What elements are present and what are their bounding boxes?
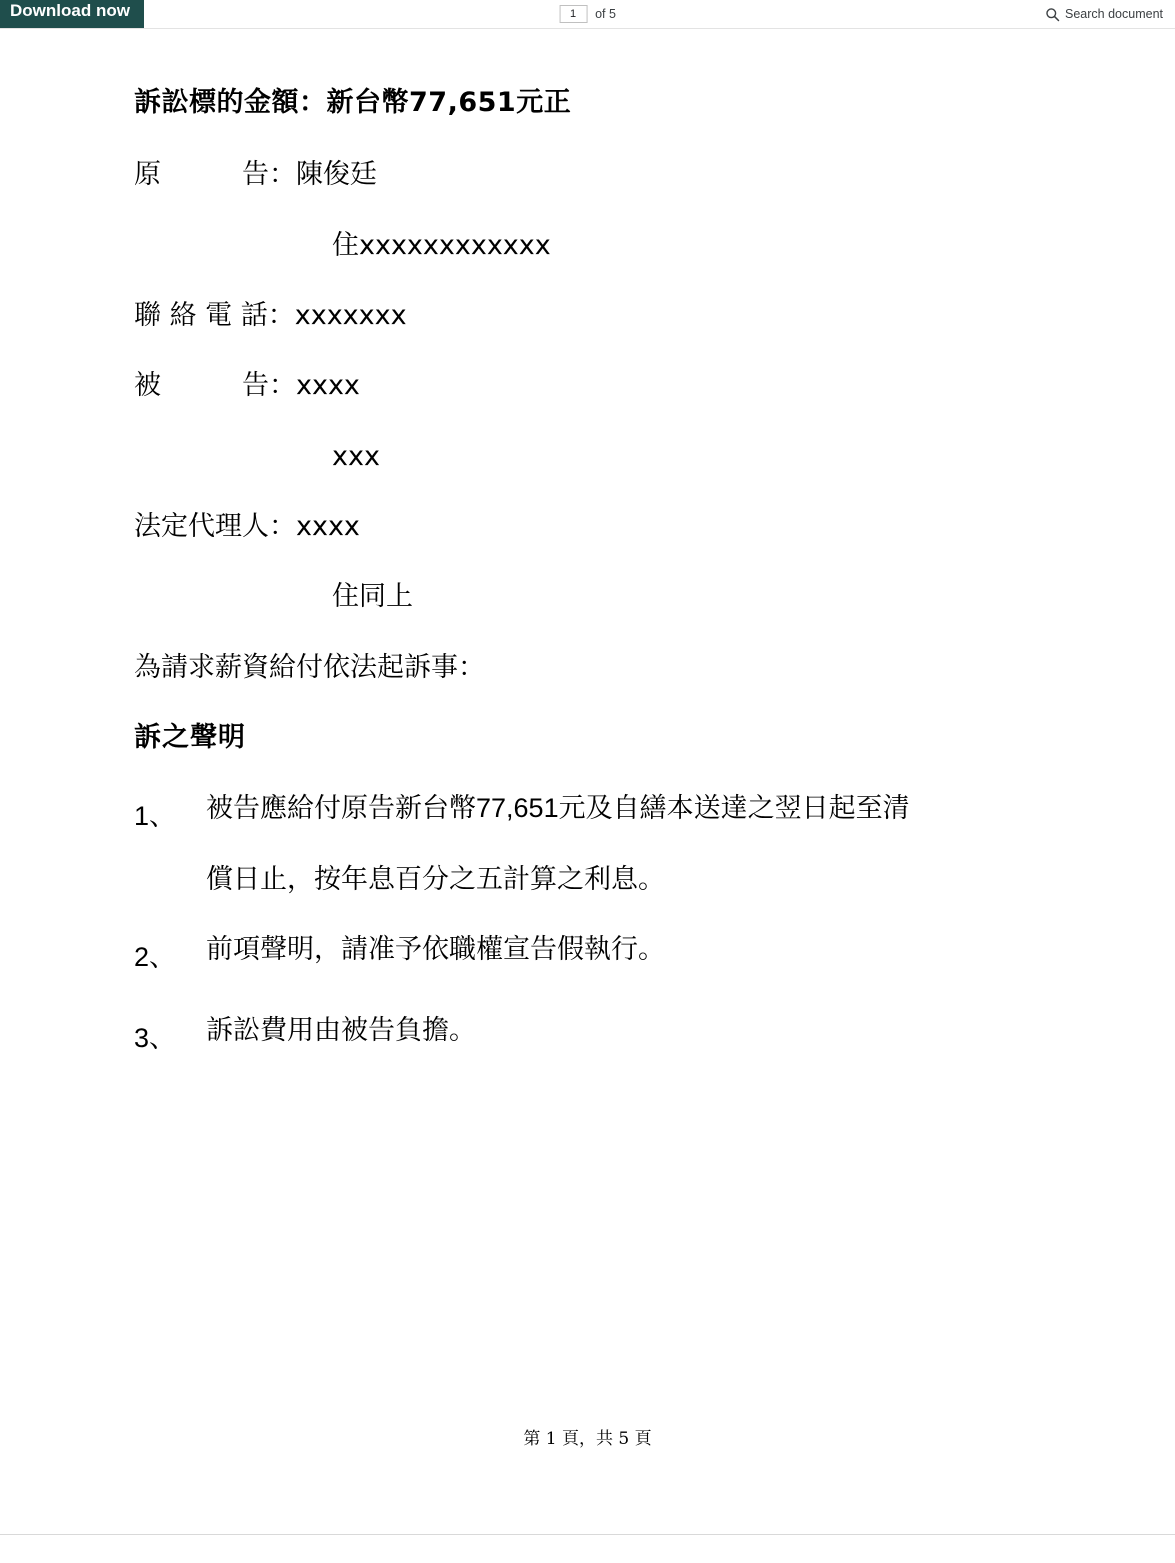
claim-text-1-continuation: 償日止，按年息百分之五計算之利息。	[206, 863, 665, 894]
claim-text-3	[206, 1016, 476, 1055]
search-document-control[interactable]	[1045, 7, 1163, 22]
claim-text-2	[206, 935, 665, 974]
claim-number-2: 2、	[134, 942, 177, 973]
party-line-representative-address: 住同上	[332, 581, 413, 613]
page-footer: 第 1 頁，共 5 頁	[523, 1429, 652, 1449]
claim-text-1	[206, 794, 910, 893]
page-number-input[interactable]	[559, 5, 587, 23]
party-line-defendant: 被 告：xxxx	[134, 370, 360, 402]
document-title: 訴訟標的金額：新台幣77,651元正	[134, 87, 572, 118]
section-heading-claims: 訴之聲明	[134, 722, 246, 754]
claim-item-1	[134, 794, 1064, 893]
download-now-button[interactable]: Download now	[0, 0, 144, 28]
party-line-phone: 聯 絡 電 話：xxxxxxx	[134, 300, 407, 332]
party-line-defendant-extra: xxx	[332, 440, 380, 472]
claim-item-3	[134, 1016, 1064, 1055]
party-line-legal-representative: 法定代理人：xxxx	[134, 511, 360, 543]
claim-text-1-main: 被告應給付原告新台幣77,651元及自繕本送達之翌日起至清	[206, 793, 910, 824]
pdf-viewer-toolbar	[0, 0, 1175, 29]
document-content	[134, 89, 1064, 1097]
document-page-1	[0, 29, 1175, 1535]
viewer-bottom-strip	[0, 1535, 1175, 1563]
claim-number-1: 1、	[134, 801, 177, 832]
party-line-plaintiff-address: 住xxxxxxxxxxxx	[332, 229, 551, 261]
search-document-label: Search document	[1065, 7, 1163, 21]
claim-text-3-main: 訴訟費用由被告負擔。	[206, 1015, 476, 1046]
purpose-statement: 為請求薪資給付依法起訴事：	[134, 651, 485, 683]
search-icon	[1045, 7, 1060, 22]
page-total-label: of 5	[595, 7, 616, 21]
claim-number-3: 3、	[134, 1023, 177, 1054]
party-line-plaintiff: 原 告：陳俊廷	[134, 159, 377, 191]
claim-item-2	[134, 935, 1064, 974]
page-indicator	[559, 5, 616, 23]
claim-text-2-main: 前項聲明，請准予依職權宣告假執行。	[206, 934, 665, 965]
